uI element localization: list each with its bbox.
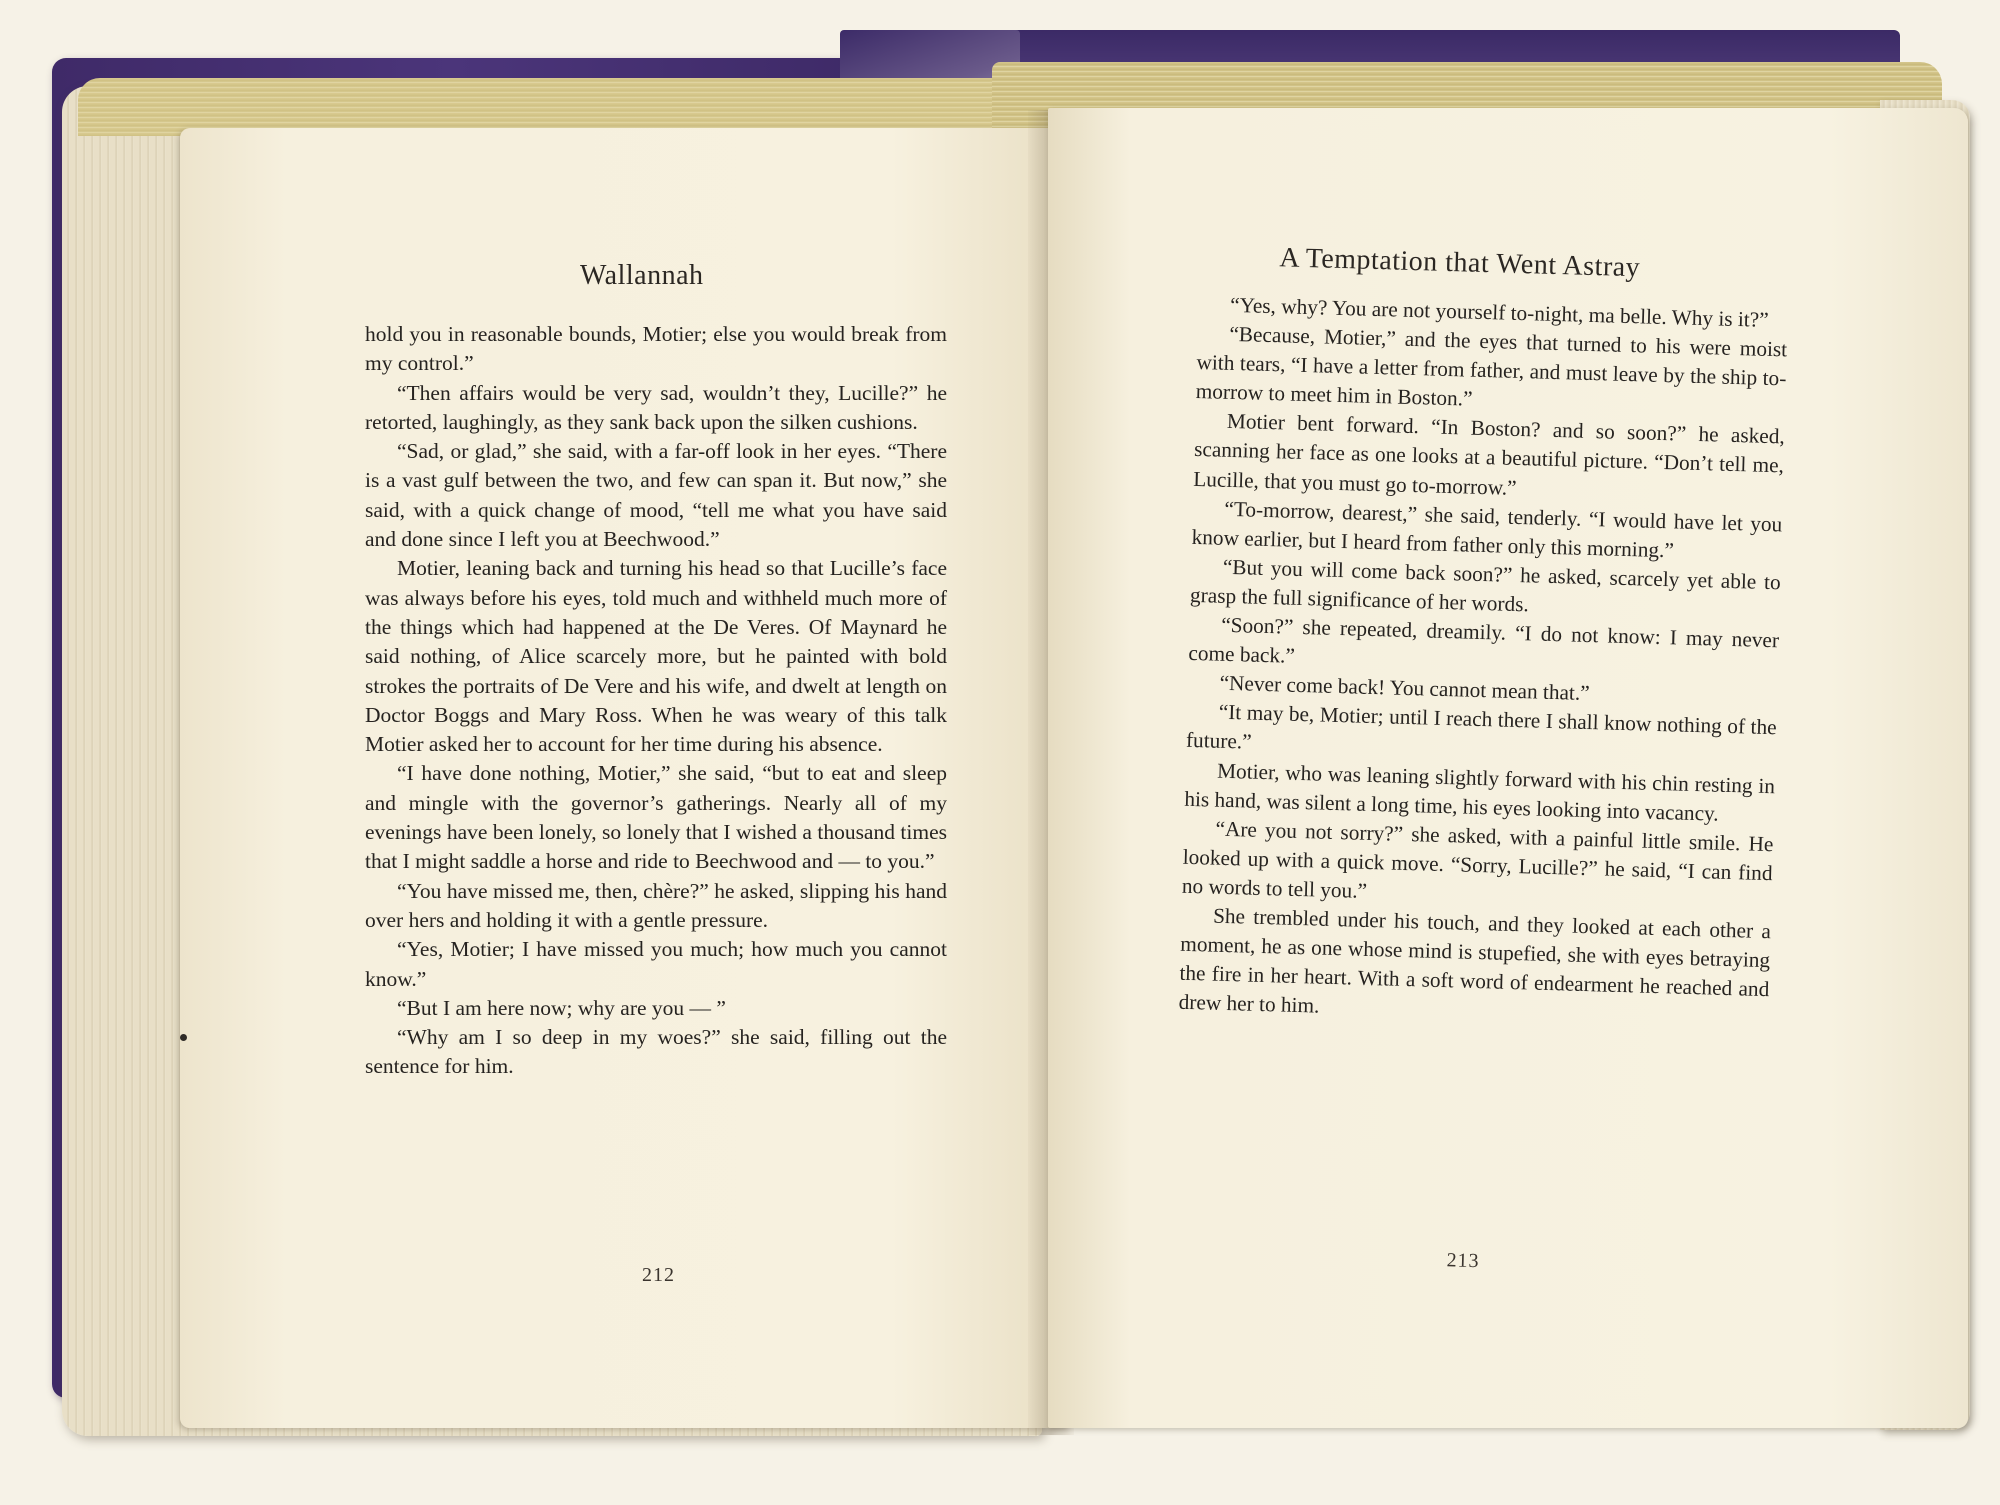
paragraph: “To-morrow, dearest,” she said, tenderly. “I would have let you know earlier, but I heard from father only this morning.”	[1191, 496, 1783, 563]
paragraph: “But you will come back soon?” he asked, scarcely yet able to grasp the full significance of her words.	[1189, 554, 1782, 617]
left-running-head: Wallannah	[580, 260, 704, 291]
right-page-number: 213	[1446, 1249, 1480, 1273]
paragraph: “Then affairs would be very sad, wouldn’t they, Lucille?” he retorted, laughingly, as they sank back upon the silken cushions.	[365, 380, 947, 434]
left-page-text	[365, 320, 947, 1082]
paragraph: hold you in reasonable bounds, Motier; else you would break from my control.”	[365, 322, 947, 376]
left-page-number: 212	[642, 1264, 675, 1286]
ink-spot	[180, 1034, 187, 1041]
paragraph: “Soon?” she repeated, dreamily. “I do not know: I may never come back.”	[1188, 612, 1780, 668]
paragraph: Motier bent forward. “In Boston? and so soon?” he asked, scanning her face as one looks at a beautiful picture. “Don’t tell me, Lucille, that you must go to-morrow.”	[1193, 409, 1786, 500]
paragraph: “I have done nothing, Motier,” she said, “but to eat and sleep and mingle with the governor’s gatherings. Nearly all of my evenings have been lonely, so lonely that I wished a thousand times that I might saddle a horse and ride to Beechwood and — to you.”	[365, 761, 947, 874]
right-running-head: A Temptation that Went Astray	[1279, 242, 1641, 284]
paragraph: “But I am here now; why are you — ”	[397, 995, 726, 1020]
paragraph: Motier, leaning back and turning his head so that Lucille’s face was always before his eyes, told much and withheld much more of the things which had happened at the De Veres. Of Maynard he said nothing, of Alice scarcely more, but he painted with bold strokes the portraits of De Vere and his wife, and dwelt at length on Doctor Boggs and Mary Ross. When he was weary of this talk Motier asked her to account for her time during his absence.	[365, 556, 947, 757]
paragraph: “Sad, or glad,” she said, with a far-off look in her eyes. “There is a vast gulf between the two, and few can span it. But now,” she said, with a quick change of mood, “tell me what you have said and done since I left you at Beechwood.”	[365, 439, 947, 552]
paragraph: “Yes, Motier; I have missed you much; how much you cannot know.”	[365, 937, 947, 991]
paragraph: “Are you not sorry?” she asked, with a painful little smile. He looked up with a quick move. “Sorry, Lucille?” he said, “I can find no words to tell you.”	[1181, 816, 1774, 903]
paragraph: “Because, Motier,” and the eyes that turned to his were moist with tears, “I have a letter from father, and must leave by the ship to-morrow to meet him in Boston.”	[1195, 321, 1788, 411]
paragraph: She trembled under his touch, and they looked at each other a moment, he as one whose mind is stupefied, she with eyes betraying the fire in her heart. With a soft word of endearment he reached and drew her to him.	[1178, 903, 1772, 1018]
right-page-text	[1178, 290, 1788, 1034]
paragraph: “Never come back! You cannot mean that.”	[1219, 670, 1591, 706]
right-page-content	[1170, 240, 1799, 1316]
paragraph: “It may be, Motier; until I reach there I shall know nothing of the future.”	[1185, 700, 1777, 755]
paragraph: “Yes, why? You are not yourself to-night, ma belle. Why is it?”	[1229, 292, 1769, 332]
paragraph: “You have missed me, then, chère?” he asked, slipping his hand over hers and holding it with a gentle pressure.	[365, 878, 947, 932]
paragraph: “Why am I so deep in my woes?” she said, filling out the sentence for him.	[365, 1025, 947, 1079]
paragraph: Motier, who was leaning slightly forward with his chin resting in his hand, was silent a long time, his eyes looking into vacancy.	[1184, 758, 1776, 826]
